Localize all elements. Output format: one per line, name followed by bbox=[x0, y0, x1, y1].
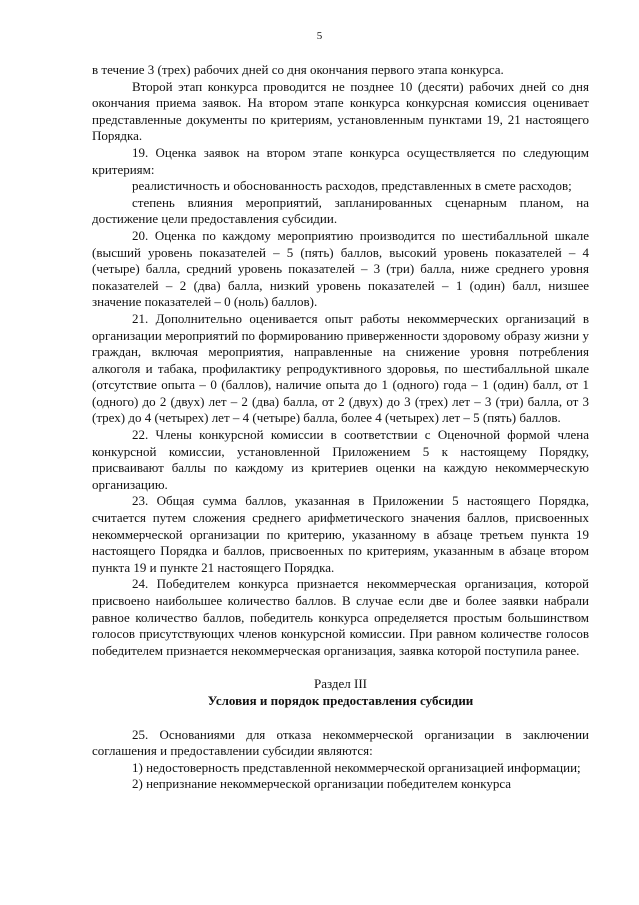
paragraph: 25. Основаниями для отказа некоммерческой организации в заключении соглашения и предоставлении субсидии являются: bbox=[92, 726, 589, 759]
page-number: 5 bbox=[316, 30, 323, 42]
paragraph: 2) непризнание некоммерческой организации победителем конкурса bbox=[132, 776, 512, 792]
paragraph: 1) недостоверность представленной некоммерческой организацией информации; bbox=[132, 759, 581, 775]
section-title: Раздел III bbox=[313, 676, 367, 692]
paragraphs-before-section bbox=[92, 62, 589, 659]
paragraph: степень влияния мероприятий, запланированных сценарным планом, на достижение цели предоставления субсидии. bbox=[92, 194, 589, 227]
paragraph: 22. Члены конкурсной комиссии в соответствии с Оценочной формой члена конкурсной комиссии, установленной Приложением 5 к настоящему Порядку, присваивают баллы по каждому из критериев оценки на каждую некоммерческую организацию. bbox=[92, 427, 589, 492]
paragraph: 21. Дополнительно оценивается опыт работы некоммерческих организаций в организации мероприятий по формированию приверженности здоровому образу жизни у граждан, включая мероприятия, направленные на снижение уровня потребления алкоголя и табака, профилактику репродуктивного здоровья, по шестибалльной шкале (отсутствие опыта – 0 (баллов), наличие опыта до 1 (одного) года – 1 (один) балл, от 1 (одного) до 2 (двух) лет – 2 (два) балла, от 2 (двух) до 3 (трех) лет – 3 (три) балла, от 3 (трех) до 4 (четырех) лет – 4 (четыре) балла, более 4 (четырех) лет – 5 (пять) баллов. bbox=[92, 310, 589, 426]
document-body bbox=[92, 62, 589, 793]
paragraph: в течение 3 (трех) рабочих дней со дня окончания первого этапа конкурса. bbox=[92, 62, 504, 77]
paragraph: 23. Общая сумма баллов, указанная в Приложении 5 настоящего Порядка, считается путем сложения среднего арифметического значения баллов, присвоенных некоммерческой организации по критерию, указанному в абзаце третьем пункта 19 настоящего Порядка и баллов, присвоенных по критериям, указанным в абзаце втором пункта 19 и пункте 21 настоящего Порядка. bbox=[92, 493, 589, 575]
section-heading: Условия и порядок предоставления субсидии bbox=[207, 692, 474, 708]
paragraph: реалистичность и обоснованность расходов, представленных в смете расходов; bbox=[132, 178, 572, 194]
paragraph: 19. Оценка заявок на втором этапе конкурса осуществляется по следующим критериям: bbox=[92, 144, 589, 177]
paragraph: 24. Победителем конкурса признается некоммерческая организация, которой присвоено наибольшее количество баллов. В случае если две и более заявки набрали равное количество баллов, победитель конкурса определяется простым большинством голосов присутствующих членов конкурсной комиссии. При равном количестве голосов победителем признается некоммерческая организация, заявка которой поступила ранее. bbox=[92, 576, 589, 658]
paragraph: Второй этап конкурса проводится не позднее 10 (десяти) рабочих дней со дня окончания приема заявок. На втором этапе конкурса конкурсная комиссия оценивает представленные документы по критериям, установленным пунктами 19, 21 настоящего Порядка. bbox=[92, 78, 589, 144]
paragraphs-after-section bbox=[92, 727, 589, 793]
paragraph: 20. Оценка по каждому мероприятию производится по шестибалльной шкале (высший уровень показателей – 5 (пять) баллов, высокий уровень показателей – 4 (четыре) балла, средний уровень показателей – 3 (три) балла, ниже среднего уровня показателей – 2 (два) балла, низкий уровень показателей – 1 (один) балл, низшее значение показателей – 0 (ноль) баллов). bbox=[92, 227, 589, 310]
